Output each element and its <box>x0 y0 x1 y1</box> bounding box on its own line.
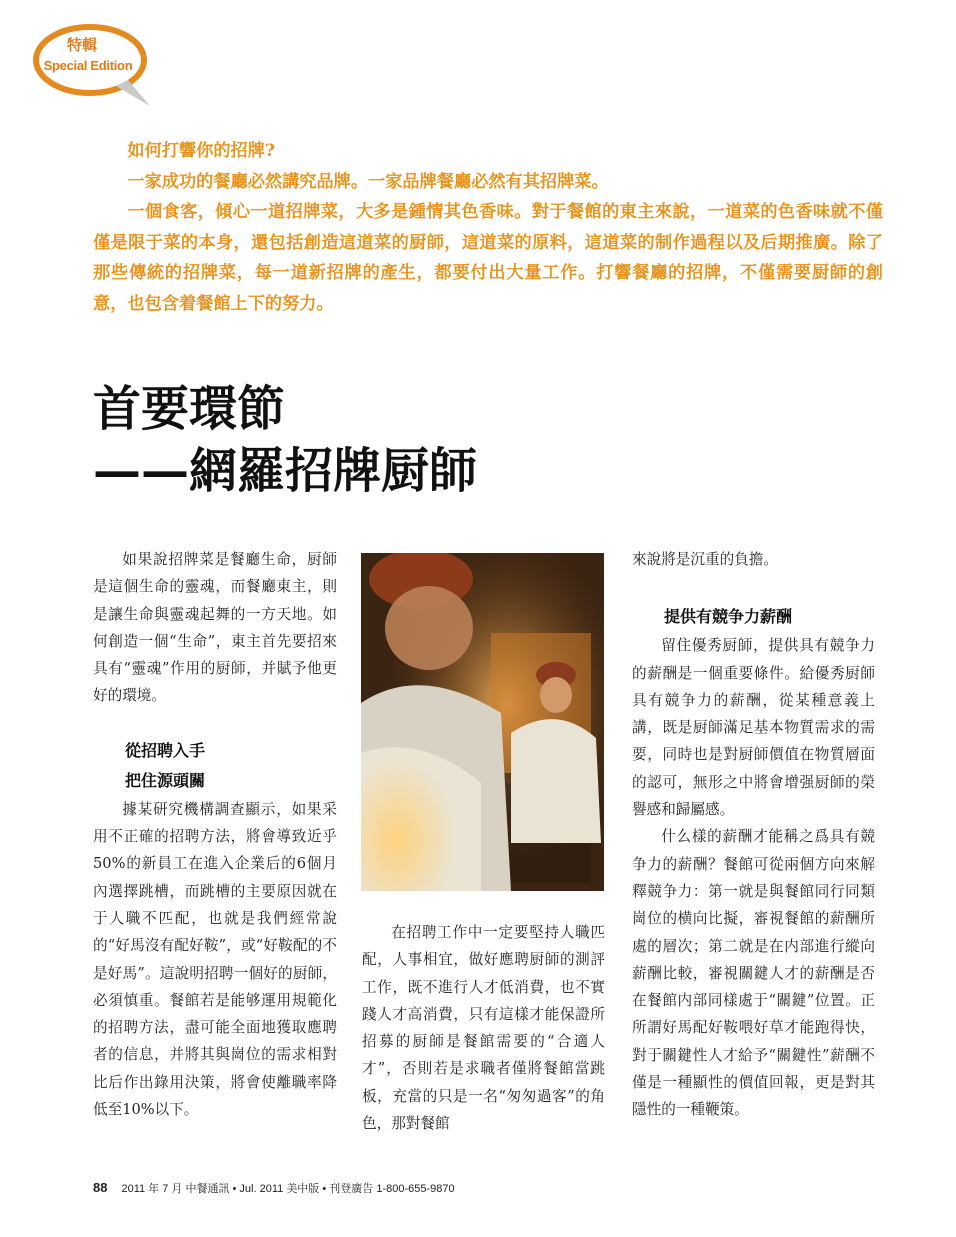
section-heading: 從招聘入手 <box>125 740 206 760</box>
page-number: 88 <box>93 1180 108 1195</box>
title-line-1: 首要環節 <box>93 381 286 437</box>
title-line-2: ——網羅招牌厨師 <box>93 443 478 499</box>
paragraph: 來說將是沉重的負擔。 <box>632 551 778 568</box>
footer-text: 2011 年 7 月 中餐通訊 • Jul. 2011 美中版 • 刊登廣告 1-800-655-9870 <box>121 1183 455 1195</box>
article-title <box>93 378 793 502</box>
column-2 <box>362 919 605 1137</box>
chef-photo <box>361 553 604 891</box>
badge-subtitle: Special Edition <box>43 58 133 73</box>
intro-section <box>93 136 883 319</box>
intro-line: 一家成功的餐廳必然講究品牌。一家品牌餐廳必然有其招牌菜。 <box>127 171 609 192</box>
paragraph: 如果說招牌菜是餐廳生命，厨師是這個生命的靈魂，而餐廳東主，則是讓生命與靈魂起舞的一方天地。如何創造一個“生命”，東主首先要招來具有“靈魂”作用的厨師，并賦予他更好的環境。 <box>93 551 337 705</box>
paragraph: 留住優秀厨師，提供具有競争力的薪酬是一個重要條件。給優秀厨師具有競争力的薪酬，從某種意義上講，既是厨師滿足基本物質需求的需要，同時也是對厨師價值在物質層面的認可，無形之中將會增强厨師的榮譽感和歸屬感。 <box>632 637 875 819</box>
special-edition-badge <box>32 20 154 112</box>
column-3 <box>632 546 875 1124</box>
paragraph: 在招聘工作中一定要堅持人職匹配，人事相宜，做好應聘厨師的測評工作，既不進行人才低消費，也不實踐人才高消費，只有這樣才能保證所招募的厨師是餐館需要的“合適人才”，否則若是求職者僅將餐館當跳板，充當的只是一名“匆匆過客”的角色，那對餐館 <box>362 924 605 1133</box>
paragraph: 什么樣的薪酬才能稱之爲具有競争力的薪酬？餐館可從兩個方向來解釋競争力：第一就是與餐館同行同類崗位的横向比擬，審視餐館的薪酬所處的層次；第二就是在内部進行縱向薪酬比較，審視關鍵人才的薪酬是否在餐館内部同樣處于“關鍵”位置。正所謂好馬配好鞍喂好草才能跑得快，對于關鍵性人才給予“關鍵性”薪酬不僅是一種顯性的價值回報，更是對其隱性的一種鞭策。 <box>632 828 875 1119</box>
section-heading: 把住源頭關 <box>125 770 206 790</box>
intro-line: 如何打響你的招牌? <box>127 141 275 161</box>
section-heading: 提供有競争力薪酬 <box>664 607 793 627</box>
intro-line: 一個食客，傾心一道招牌菜，大多是鍾情其色香味。對于餐館的東主來說，一道菜的色香味就不僅僅是限于菜的本身，還包括創造這道菜的厨師，這道菜的原料，這道菜的制作過程以及后期推廣。除了那些傳統的招牌菜，每一道新招牌的產生，都要付出大量工作。打響餐廳的招牌，不僅需要厨師的創意，也包含着餐館上下的努力。 <box>93 202 883 314</box>
page-footer <box>93 1180 455 1196</box>
paragraph: 據某研究機構調查顯示，如果采用不正確的招聘方法，將會導致近乎50%的新員工在進入企業后的6個月內選擇跳槽，而跳槽的主要原因就在于人職不匹配，也就是我們經常說的“好馬沒有配好鞍”，或“好鞍配的不是好馬”。這說明招聘一個好的厨師，必須慎重。餐館若是能够運用規範化的招聘方法，盡可能全面地獲取應聘者的信息，并將其與崗位的需求相對比后作出錄用決策，將會使離職率降低至10%以下。 <box>93 800 337 1119</box>
column-1 <box>93 546 337 1123</box>
badge-title: 特輯 <box>66 36 97 54</box>
